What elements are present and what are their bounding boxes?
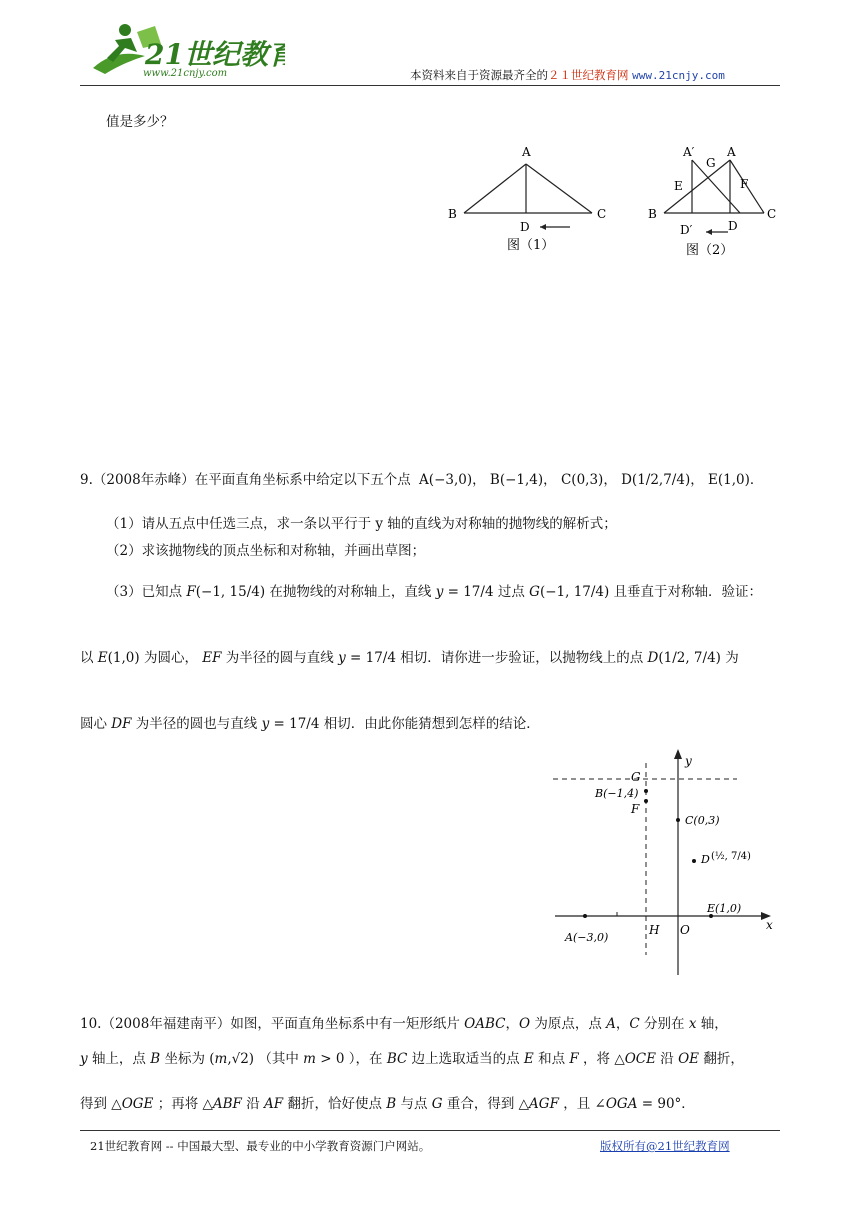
q9-part-2: （2）求该抛物线的顶点坐标和对称轴，并画出草图；: [106, 543, 426, 559]
header-site-name: ２１世纪教育网: [548, 68, 629, 82]
fig2-label-c: C: [767, 207, 777, 221]
q9-p3l: 相切．由此你能猜想到怎样的结论．: [323, 716, 540, 732]
q9-p3j: 圆心: [80, 716, 107, 732]
q9-part-3-line-2: 以 E(1,0) 为圆心， EF 为半径的圆与直线 y = 17/4 相切．请你进一步验证，以抛物线上的点 D(1/2, 7/4) 为: [80, 650, 739, 666]
q10-l2f: 和点: [538, 1051, 566, 1067]
q10-l3d: 翻折，恰好使点: [287, 1096, 382, 1112]
point-a: [583, 914, 587, 918]
graph-label-c: C(0,3): [685, 814, 720, 827]
fig2-label-e: E: [674, 179, 683, 193]
graph-label-a: A(−3,0): [565, 931, 609, 944]
q9-intro-line: 9.（2008年赤峰）在平面直角坐标系中给定以下五个点 A(−3,0)， B(−1,4)， C(0,3)， D(1/2,7/4)， E(1,0)．: [80, 472, 764, 488]
q10-l1b: 为原点，点: [534, 1016, 602, 1032]
q9-part-3-line-1: （3）已知点 F(−1, 15/4) 在抛物线的对称轴上，直线 y = 17/4 过点 G(−1, 17/4) 且垂直于对称轴．验证：: [106, 584, 763, 600]
fig1-label-d: D: [520, 220, 530, 234]
q10-l3f: 重合，得到: [446, 1096, 515, 1112]
logo-text: 21世纪教育: [145, 38, 285, 71]
q10-l2i: 翻折，: [703, 1051, 744, 1067]
footer-copyright-link[interactable]: 版权所有@21世纪教育网: [600, 1139, 730, 1153]
fig2-label-d-prime: D′: [680, 223, 693, 237]
graph-label-x: x: [766, 918, 773, 932]
q10-l2d: ），在: [348, 1051, 383, 1067]
q10-l2a: 轴上，点: [91, 1051, 146, 1067]
svg-text:(½, 7/4): (½, 7/4): [711, 851, 751, 862]
point-b: [644, 789, 648, 793]
q10-l1d: 轴，: [700, 1016, 728, 1032]
point-f: [644, 799, 648, 803]
q10-l3b: ；再将: [157, 1096, 199, 1112]
q10-l3a: 得到: [80, 1096, 107, 1112]
fig2-label-g: G: [706, 156, 716, 170]
q9-p3h: 相切．请你进一步验证，以抛物线上的点: [400, 650, 644, 666]
fig1-label-c: C: [597, 207, 607, 221]
q10-line-3: 得到 △OGE ；再将 △ABF 沿 AF 翻折，恰好使点 B 与点 G 重合，得到 △AGF ，且 ∠OGA = 90°．: [80, 1096, 695, 1112]
q9-p3g: 为半径的圆与直线: [225, 650, 334, 666]
q9-p3d: 且垂直于对称轴．验证：: [613, 584, 763, 600]
graph-label-h: H: [649, 923, 660, 937]
graph-label-o: O: [680, 923, 690, 937]
q10-l3e: 与点: [400, 1096, 428, 1112]
footer-rule: [80, 1130, 780, 1131]
q9-p3c: 过点: [497, 584, 525, 600]
fig2-label-f: F: [740, 177, 749, 191]
figure-2-folded-triangle: [640, 140, 790, 265]
q9-intro: 9.（2008年赤峰）在平面直角坐标系中给定以下五个点: [80, 472, 411, 488]
q9-point-c: C(0,3): [560, 472, 604, 488]
graph-label-d: D: [701, 853, 710, 866]
header-note: [410, 67, 725, 83]
fig2-label-a-prime: A′: [683, 145, 695, 159]
q10-l2g: ，将: [583, 1051, 611, 1067]
q9-p3f: 为圆心，: [143, 650, 198, 666]
q9-point-b: B(−1,4): [489, 472, 544, 488]
q9-point-e: E(1,0): [708, 472, 750, 488]
q9-point-d: D(1/2,7/4): [621, 472, 691, 488]
fig2-caption: 图（2）: [686, 243, 734, 258]
fig1-label-b: B: [448, 207, 457, 221]
q10-l2e: 边上选取适当的点: [411, 1051, 520, 1067]
q9-p3e: 以: [80, 650, 94, 666]
fig1-caption: 图（1）: [507, 238, 555, 253]
header-rule: [80, 85, 780, 86]
q10-l2c: （其中: [258, 1051, 299, 1067]
q9-point-a: A(−3,0): [419, 472, 473, 488]
q10-l2h: 沿: [660, 1051, 674, 1067]
footer-tagline: 21世纪教育网 -- 中国最大型、最专业的中小学教育资源门户网站。: [90, 1139, 431, 1153]
graph-label-f: F: [631, 802, 640, 816]
q10-l1a: 10.（2008年福建南平）如图，平面直角坐标系中有一矩形纸片: [80, 1016, 460, 1032]
q10-l3c: 沿: [246, 1096, 260, 1112]
point-c: [676, 818, 680, 822]
graph-label-b: B(−1,4): [595, 787, 639, 800]
graph-label-e: E(1,0): [707, 902, 742, 915]
figure-1-triangle: [440, 140, 620, 260]
q9-p3a: （3）已知点: [106, 584, 183, 600]
q9-p3i: 为: [725, 650, 739, 666]
q9-part-3-line-3: 圆心 DF 为半径的圆也与直线 y = 17/4 相切．由此你能猜想到怎样的结论．: [80, 716, 540, 732]
q10-l1c: 分别在: [644, 1016, 685, 1032]
fig2-label-a: A: [727, 145, 736, 159]
q9-p3k: 为半径的圆也与直线: [135, 716, 258, 732]
q10-line-2: y 轴上，点 B 坐标为 (m,√2) （其中 m > 0 ），在 BC 边上选取适当的点 E 和点 F ，将 △OCE 沿 OE 翻折，: [80, 1051, 744, 1067]
q9-p3b: 在抛物线的对称轴上，直线: [269, 584, 432, 600]
graph-label-g: G: [631, 770, 641, 784]
fig2-label-b: B: [648, 207, 657, 221]
site-logo: [85, 18, 285, 80]
fig2-label-d: D: [728, 219, 738, 233]
q10-l3g: ，且: [563, 1096, 591, 1112]
q10-line-1: 10.（2008年福建南平）如图，平面直角坐标系中有一矩形纸片 OABC，O 为原点，点 A，C 分别在 x 轴，: [80, 1016, 728, 1032]
q8-tail-text: 值是多少？: [106, 114, 174, 130]
q9-coordinate-graph: [545, 745, 785, 980]
q10-l2b: 坐标为: [164, 1051, 205, 1067]
q9-part-1: （1）请从五点中任选三点，求一条以平行于 y 轴的直线为对称轴的抛物线的解析式；: [106, 516, 617, 532]
header-note-prefix: 本资料来自于资源最齐全的: [410, 68, 548, 82]
logo-url: www.21cnjy.com: [143, 68, 228, 79]
graph-label-y: y: [685, 754, 692, 768]
point-d: [692, 859, 696, 863]
header-url-link[interactable]: www.21cnjy.com: [632, 69, 725, 82]
fig1-label-a: A: [522, 145, 531, 159]
